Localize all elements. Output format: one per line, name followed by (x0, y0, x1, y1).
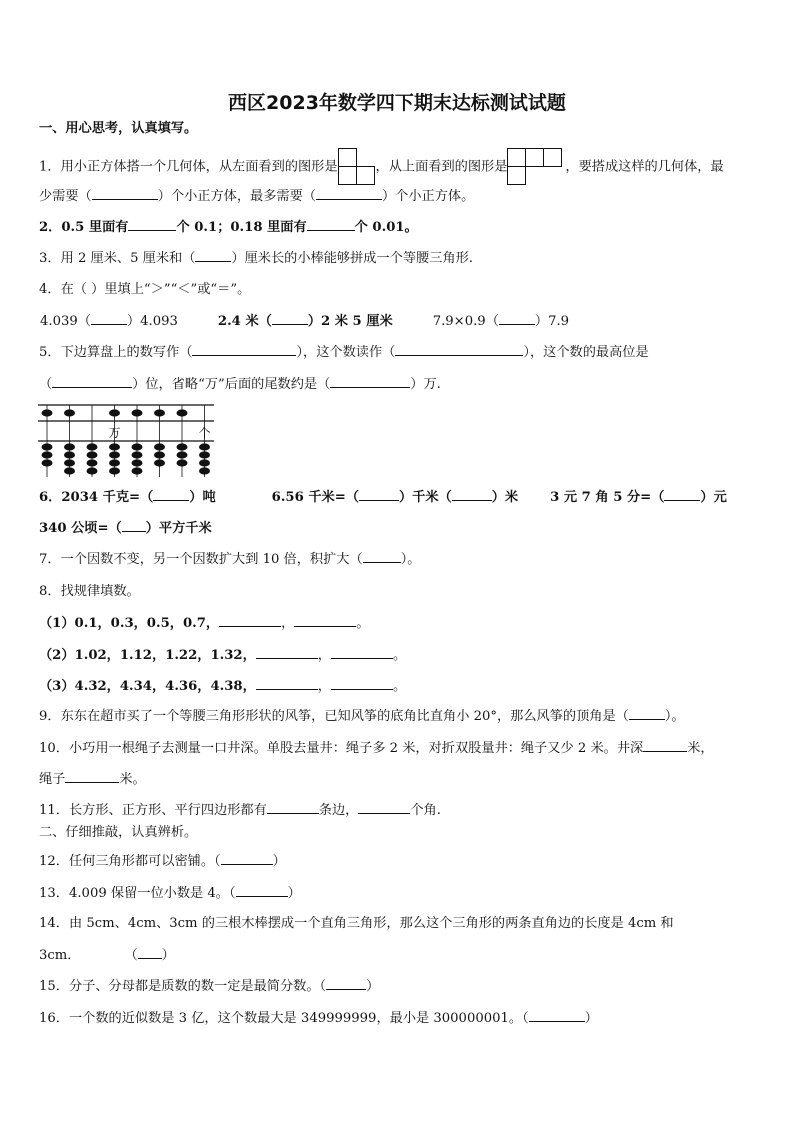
q6-blank-m[interactable] (452, 488, 492, 501)
abacus-upper-bead (109, 409, 120, 416)
question-10-line-1: 10．小巧用一根绳子去测量一口井深。单股去量井：绳子多 2 米，对折双股量井：绳子又少 2 米。井深 米， (39, 741, 714, 756)
abacus-lower-bead (132, 443, 143, 450)
q15-blank[interactable] (326, 977, 366, 990)
left-view-figure (338, 148, 376, 186)
question-4-items: 4.039（ ）4.093 2.4 米（ ）2 米 5 厘米 7.9×0.9（ ）7.9 (40, 314, 570, 329)
section-2-heading: 二、仔细推敲，认真辨析。 (39, 825, 198, 840)
question-1-line-2: 少需要（ ）个小正方体，最多需要（ ）个小正方体。 (39, 189, 475, 204)
abacus-lower-bead (109, 459, 120, 466)
abacus-lower-bead (87, 459, 98, 466)
q6-blank-yuan[interactable] (664, 488, 700, 501)
q8-3-blank-1[interactable] (256, 677, 318, 690)
abacus-lower-bead (42, 459, 53, 466)
question-5-line-2: （ ）位，省略“万”后面的尾数约是（ ）万. (39, 377, 441, 392)
abacus-label-ge: 个 (198, 426, 211, 440)
abacus-lower-bead (109, 451, 120, 458)
q16-blank[interactable] (529, 1009, 585, 1022)
question-3: 3．用 2 厘米、5 厘米和（ ）厘米长的小棒能够拼成一个等腰三角形. (39, 251, 474, 266)
abacus-lower-bead (42, 451, 53, 458)
question-4: 4．在（ ）里填上“＞”“＜”或“＝”。 (39, 282, 251, 297)
q1-blank-max[interactable] (316, 187, 382, 200)
q5-blank-read[interactable] (395, 343, 523, 356)
question-13: 13．4.009 保留一位小数是 4。（ ） (39, 886, 301, 901)
q10-blank-depth[interactable] (643, 739, 687, 752)
abacus-lower-bead (132, 467, 143, 474)
abacus-upper-bead (132, 409, 143, 416)
q11-blank-angles[interactable] (358, 801, 410, 814)
abacus-lower-bead (199, 459, 210, 466)
q10-blank-rope[interactable] (65, 770, 119, 783)
abacus-label-wan: 万 (108, 426, 121, 440)
q14-blank[interactable] (138, 946, 162, 959)
abacus-lower-bead (154, 451, 165, 458)
question-8-row-3: （3）4.32，4.34，4.36，4.38， ， 。 (39, 679, 407, 694)
question-5-line-1: 5．下边算盘上的数写作（ ），这个数读作（ ），这个数的最高位是 (39, 345, 649, 360)
q9-blank[interactable] (629, 707, 665, 720)
question-12: 12．任何三角形都可以密铺。（ ） (39, 854, 286, 869)
q4-blank-3[interactable] (499, 312, 535, 325)
abacus-lower-bead (199, 451, 210, 458)
question-11: 11．长方形、正方形、平行四边形都有 条边， 个角. (39, 803, 441, 818)
q3-blank[interactable] (195, 249, 231, 262)
abacus-lower-bead (177, 451, 188, 458)
abacus-lower-bead (199, 467, 210, 474)
q6-blank-km2[interactable] (122, 519, 146, 532)
question-14-line-2: 3cm． （ ） (39, 948, 175, 963)
question-9: 9．东东在超市买了一个等腰三角形形状的风筝，已知风筝的底角比直角小 20°，那么风筝的顶角是（ ）。 (39, 709, 685, 724)
abacus-lower-bead (87, 451, 98, 458)
abacus-upper-bead (177, 409, 188, 416)
q8-1-blank-2[interactable] (294, 614, 356, 627)
abacus-lower-bead (177, 459, 188, 466)
abacus-lower-bead (87, 467, 98, 474)
question-6-line-1: 6．2034 千克=（ ）吨 6.56 千米=（ ）千米（ ）米 3 元 7 角 5 分=（ ）元 (39, 490, 727, 505)
abacus-lower-bead (109, 443, 120, 450)
abacus-lower-bead (109, 467, 120, 474)
q2-blank-2[interactable] (307, 218, 355, 231)
question-8: 8．找规律填数。 (39, 584, 140, 599)
abacus-lower-bead (64, 467, 75, 474)
q8-3-blank-2[interactable] (331, 677, 393, 690)
q13-blank[interactable] (236, 884, 288, 897)
abacus-lower-bead (64, 459, 75, 466)
question-8-row-2: （2）1.02，1.12，1.22，1.32， ， 。 (39, 648, 407, 663)
abacus-lower-bead (64, 451, 75, 458)
abacus-lower-bead (64, 443, 75, 450)
q6-blank-km[interactable] (359, 488, 399, 501)
top-view-figure (507, 148, 565, 186)
section-1-heading: 一、用心思考，认真填写。 (39, 121, 198, 136)
q1-blank-min[interactable] (92, 187, 158, 200)
q7-blank[interactable] (363, 550, 401, 563)
question-2: 2．0.5 里面有 个 0.1；0.18 里面有 个 0.01。 (39, 220, 418, 235)
q6-blank-ton[interactable] (153, 488, 189, 501)
q5-blank-approx[interactable] (330, 375, 410, 388)
q11-blank-edges[interactable] (267, 801, 319, 814)
question-15: 15．分子、分母都是质数的数一定是最简分数。（ ） (39, 979, 380, 994)
abacus-upper-bead (154, 409, 165, 416)
q8-2-blank-2[interactable] (331, 646, 393, 659)
abacus-lower-bead (42, 443, 53, 450)
question-6-line-2: 340 公顷=（ ）平方千米 (39, 521, 212, 536)
abacus-lower-bead (132, 459, 143, 466)
q8-2-blank-1[interactable] (256, 646, 318, 659)
question-1-line-1: 1．用小正方体搭一个几何体，从左面看到的图形是 ，从上面看到的图形是 ，要搭成这样的几何体，最 (39, 148, 724, 186)
abacus-lower-bead (132, 451, 143, 458)
abacus-upper-bead (42, 409, 53, 416)
q8-1-blank-1[interactable] (219, 614, 281, 627)
q2-blank-1[interactable] (128, 218, 176, 231)
q4-blank-1[interactable] (91, 312, 127, 325)
question-16: 16．一个数的近似数是 3 亿，这个数最大是 349999999，最小是 300000001。（ ） (39, 1011, 598, 1026)
question-14-line-1: 14．由 5cm、4cm、3cm 的三根木棒摆成一个直角三角形，那么这个三角形的两条直角边的长度是 4cm 和 (39, 916, 674, 931)
abacus-lower-bead (87, 443, 98, 450)
question-10-line-2: 绳子 米。 (39, 772, 146, 787)
q5-blank-highest[interactable] (52, 375, 132, 388)
abacus-figure (38, 401, 214, 481)
question-7: 7．一个因数不变，另一个因数扩大到 10 倍，积扩大（ ）。 (39, 552, 421, 567)
question-8-row-1: （1）0.1，0.3，0.5，0.7， ， 。 (39, 616, 370, 631)
abacus-upper-bead (64, 409, 75, 416)
q12-blank[interactable] (221, 852, 273, 865)
abacus-lower-bead (154, 459, 165, 466)
q5-blank-write[interactable] (192, 343, 296, 356)
abacus-lower-bead (177, 443, 188, 450)
abacus-lower-bead (154, 443, 165, 450)
page-title: 西区2023年数学四下期末达标测试试题 (228, 92, 566, 114)
q4-blank-2[interactable] (272, 312, 308, 325)
abacus-lower-bead (199, 443, 210, 450)
